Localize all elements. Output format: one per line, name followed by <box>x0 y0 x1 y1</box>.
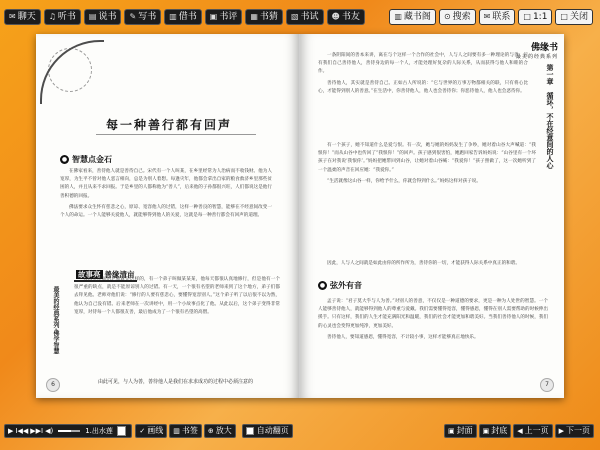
speaker-icon[interactable]: ◀) <box>45 427 54 435</box>
toolbar-left-group <box>4 9 368 25</box>
brush-icon: ✓ <box>139 427 146 435</box>
paragraph: 一条阴阳间的善本来讲，离在与个这样一个合作的社会中，人与人之间要有多一种理论的与善。只有我们自己善待他人，善待身边的每一个人，才能处理好复杂的人际关系，从而获得与他人和睦的合作。 <box>318 53 528 75</box>
paragraph: 善待他人，要知道感恩，懂得宽容，不计较小事，这样才能够真正地快乐。 <box>327 334 479 340</box>
paragraph: 在佛家看来，善待他人就是善待自己。宋代有一个人叫某，在乡里经常为人治病而不收钱财。他为人宽厚，为生平不曾对他人恶言相向，总是为别人着想。每逢灾年，他都会拿出自家的粮食救济乡里那些贫困的人，并且从来不求回报。于是乡里的人都称他为“善人”，后来他的子孙都很兴旺，人们都说这是他行善积德的回报。 <box>60 169 272 199</box>
ornament-circle-icon <box>48 48 92 92</box>
tool-button-label: 放大 <box>215 426 232 435</box>
top-toolbar <box>0 0 600 34</box>
music-player <box>4 424 132 438</box>
paragraph-block <box>318 52 528 99</box>
section-heading-label: 智慧点金石 <box>72 155 112 164</box>
prev-page-icon: ◀ <box>517 427 523 435</box>
page-number: 7 <box>540 378 554 392</box>
book-spread <box>36 34 564 398</box>
search-icon: ⊙ <box>443 12 451 21</box>
toolbar-right-button-label: 1:1 <box>532 12 548 22</box>
speak-icon: ▤ <box>88 12 97 21</box>
page-title: 每一种善行都有回声 <box>106 118 233 132</box>
right-page[interactable] <box>300 34 564 398</box>
toolbar-button-label: 说书 <box>98 12 117 22</box>
toolbar-right-button-1[interactable] <box>439 9 476 25</box>
paragraph: 因此，人与人之间就是如此由你的所作所为，善待你的一切，才能获得人际关系中真正的和谐。 <box>327 261 520 266</box>
paragraph-block <box>318 298 548 345</box>
logo-subtitle: 最美的经典系列 <box>515 54 558 60</box>
bottom-line: 由此可见，与人为善，善待他人是我们在求求成功的过程中必须注意的 <box>98 379 254 385</box>
nav-button-label: 下一页 <box>566 426 590 435</box>
bookshelf-icon: ▥ <box>394 12 402 21</box>
toolbar-button-5[interactable] <box>205 9 243 25</box>
chapter-vertical-title: 第一章 循环，不在经意间的人心 <box>546 64 554 169</box>
toolbar-button-1[interactable] <box>44 9 81 25</box>
volume-fill <box>58 430 71 432</box>
exam-icon: ▧ <box>290 12 299 21</box>
paragraph: “生活就像这山谷一样，你给予什么，你就会得到什么。”妈妈这样对孩子说。 <box>327 178 481 184</box>
page-number: 6 <box>46 378 60 392</box>
bullet-icon: ● <box>319 282 326 289</box>
contact-icon: ✉ <box>483 12 491 21</box>
tool-button-2[interactable] <box>204 424 236 438</box>
story-tag: 故事亮 <box>78 270 101 279</box>
toolbar-button-0[interactable] <box>4 9 41 25</box>
toolbar-button-label: 写书 <box>138 12 157 22</box>
toolbar-button-2[interactable] <box>84 9 122 25</box>
toolbar-right-button-label: 关闭 <box>569 12 588 22</box>
friends-icon: ☻ <box>331 12 340 21</box>
tool-group <box>135 424 237 438</box>
paragraph-block <box>60 168 272 223</box>
bullet-icon: ● <box>61 156 68 163</box>
track-name: 1.出水莲 <box>85 427 113 435</box>
toolbar-button-3[interactable] <box>124 9 161 25</box>
track-select-chevron-icon[interactable]: ▾ <box>117 426 127 436</box>
autoflip-label: 自动翻页 <box>256 426 289 435</box>
toolbar-button-6[interactable] <box>245 9 283 25</box>
toolbar-button-label: 借书 <box>178 12 197 22</box>
headphones-icon: ♫ <box>48 12 56 21</box>
nav-button-label: 上一页 <box>524 426 549 435</box>
story-heading-label: 善缘清亩 <box>104 270 135 279</box>
bottom-toolbar <box>0 412 600 450</box>
review-icon: ▣ <box>209 12 218 21</box>
toolbar-button-label: 书评 <box>219 12 238 22</box>
pen-icon: ✎ <box>129 12 137 21</box>
close-icon: □ <box>560 12 568 21</box>
paragraph-block <box>74 276 280 320</box>
ratio-icon: □ <box>523 12 531 21</box>
paragraph: 孟子说：“君子莫大乎与人为善。”对别人的善意，不仅仅是一种道德的要求，更是一种为人处世的智慧。一个人能够善待他人，就能够得到他人的尊重与爱戴。我们需要懂得宽容，懂得感恩，懂得在别人需要帮助的时候伸出援手。只有这样，我们的人生才能充满阳光和温暖，我们的社会才能更加和谐美好。当我们善待他人的时候，我们的心灵也会变得更加纯净，更加美好。 <box>318 299 548 329</box>
left-page[interactable] <box>36 34 300 398</box>
play-icon[interactable]: ▶ <box>8 427 14 435</box>
toolbar-right-button-4[interactable] <box>555 9 593 25</box>
toolbar-right-button-label: 联系 <box>492 12 511 22</box>
toolbar-button-7[interactable] <box>286 9 324 25</box>
toolbar-button-label: 书试 <box>300 12 319 22</box>
nav-button-3[interactable] <box>555 424 594 438</box>
toolbar-right-button-label: 藏书阁 <box>403 12 431 22</box>
tool-button-1[interactable] <box>169 424 202 438</box>
paragraph-block <box>318 260 536 271</box>
toolbar-button-label: 聊天 <box>17 12 36 22</box>
toolbar-right-button-2[interactable] <box>479 9 516 25</box>
section-heading-label: 弦外有音 <box>330 281 362 290</box>
chat-icon: ✉ <box>9 12 16 21</box>
tool-button-label: 画线 <box>147 426 164 435</box>
tool-button-label: 书签 <box>181 426 198 435</box>
section-heading <box>318 280 362 291</box>
paragraph-block <box>318 142 536 189</box>
paragraph: 善待他人，其实就是善待自己。正如古人所说的：“它与世界的万事万物都相关的联，只有将心比心，才能得到别人的善意。”在生活中，你善待他人，他人也会善待你；你恶待他人，他人也会恶待你。 <box>318 80 528 94</box>
paragraph: 我国对民间的老师就是这样的，有一个弟子叫做某某某，他每天都很认真地修行，但是他有一个很严重的缺点，就是不能原谅别人的过错。有一天，一个很有名望的老师来到了这个地方，弟子们都去拜见他。老师对他们说：“修行的人要有慈悲心，要懂得宽容别人。”这个弟子听了以后很不以为然，他认为自己没有错。后来老师在一次讲经中，用一个小故事点化了他。从此以后，这个弟子变得非常宽厚，对待每一个人都很友善，最后他成为了一个很有名望的高僧。 <box>74 277 280 315</box>
guess-icon: ▦ <box>250 12 258 21</box>
section-heading <box>60 154 112 165</box>
toolbar-button-label: 书友 <box>341 12 360 22</box>
series-vertical-label: 最美的经典系列·佛学智慧 <box>52 286 59 355</box>
nav-button-0[interactable] <box>444 424 477 438</box>
toolbar-button-8[interactable] <box>327 9 365 25</box>
toolbar-right-button-0[interactable] <box>389 9 436 25</box>
toolbar-right-button-3[interactable] <box>518 9 552 25</box>
tool-button-0[interactable] <box>135 424 167 438</box>
nav-button-label: 封底 <box>491 426 508 435</box>
volume-slider[interactable] <box>58 430 80 432</box>
toolbar-button-4[interactable] <box>164 9 202 25</box>
autoflip-toggle[interactable] <box>242 424 293 438</box>
checkbox-icon[interactable] <box>246 427 254 435</box>
skip-back-icon[interactable]: I◀◀ <box>15 427 29 435</box>
skip-forward-icon[interactable]: ▶▶I <box>30 427 44 435</box>
nav-group <box>444 424 596 438</box>
back-cover-icon: ▣ <box>482 427 490 435</box>
paragraph: 有一个孩子，她不知道什么是爱与恨。有一次，她与她的妈妈发生了争吵，她对着山谷大声喊道：“我恨你！”而从山谷中也传回了“我恨你！”的回声。孩子感到很害怕，她跑回家告诉妈妈说：“山谷里有一个坏孩子在对我说‘我恨你’。”妈妈把她带回到山谷，让她对着山谷喊：“我爱你！”孩子照做了，这一次她听到了一个温柔的声音在回应她：“我爱你。” <box>318 143 536 173</box>
toolbar-button-label: 听书 <box>57 12 76 22</box>
bookmark-icon: ▥ <box>173 427 180 435</box>
zoom-icon: ⊕ <box>207 427 214 435</box>
logo-text: 佛缘书 <box>530 43 558 53</box>
toolbar-right-group <box>389 9 596 25</box>
book-icon: ▥ <box>169 12 177 21</box>
title-divider <box>96 134 256 135</box>
nav-button-1[interactable] <box>479 424 512 438</box>
nav-button-label: 封面 <box>456 426 473 435</box>
nav-button-2[interactable] <box>513 424 552 438</box>
next-page-icon: ▶ <box>558 427 564 435</box>
toolbar-button-label: 书猜 <box>259 12 278 22</box>
cover-icon: ▣ <box>447 427 455 435</box>
paragraph: 佛法要求众生怀有慈悲之心，原谅、宽容他人的过错，这样一种善良的智慧，能够在不经意间改变一个人的命运。一个人能够关爱他人，就能够得到他人的关爱，这就是每一种善行都会有回声的道理。 <box>60 204 272 219</box>
toolbar-right-button-label: 搜索 <box>452 12 471 22</box>
